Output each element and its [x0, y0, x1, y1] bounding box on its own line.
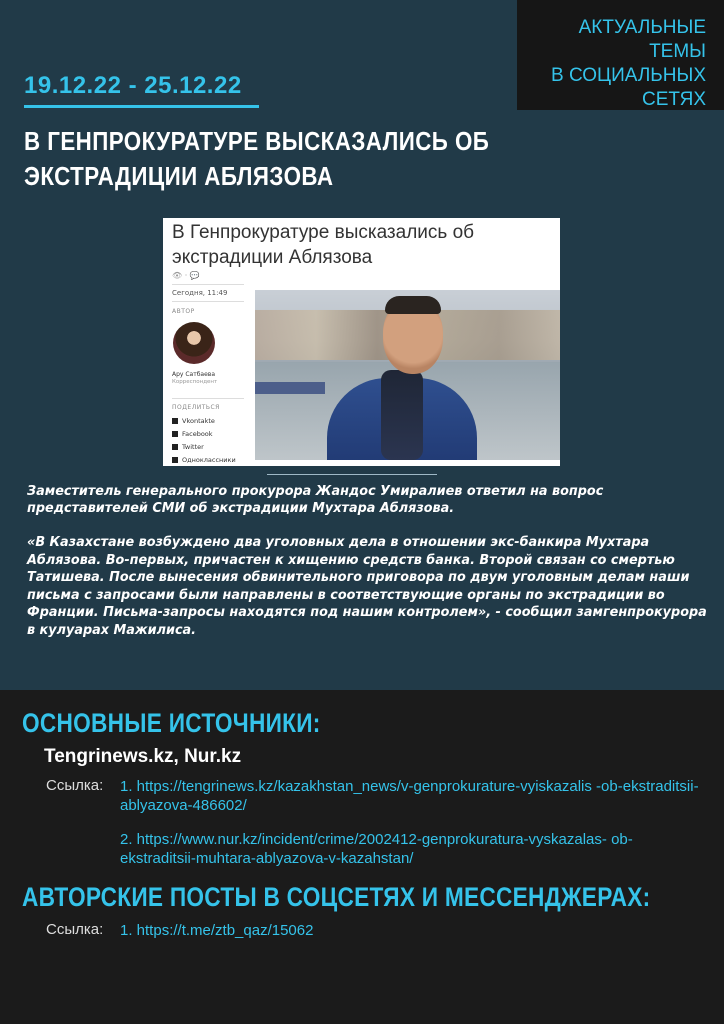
link-label: Ссылка:: [46, 921, 104, 938]
share-item-label: Vkontakte: [182, 417, 215, 425]
share-item-label: Одноклассники: [182, 456, 236, 464]
vk-icon: [172, 418, 178, 424]
divider: [172, 284, 244, 285]
divider: [172, 301, 244, 302]
author-label: АВТОР: [172, 308, 195, 315]
article-photo: [255, 290, 560, 460]
sources-heading: ОСНОВНЫЕ ИСТОЧНИКИ:: [22, 708, 321, 738]
share-twitter: [172, 443, 204, 451]
post-link-telegram[interactable]: 1. https://t.me/ztb_qaz/15062: [120, 922, 314, 939]
author-name: Ару Сатбаева: [172, 371, 216, 378]
article-date: Сегодня, 11:49: [172, 289, 228, 297]
badge-line: В СОЦИАЛЬНЫХ: [551, 65, 706, 86]
author-role: Корреспондент: [172, 379, 218, 385]
sources-outlets: Tengrinews.kz, Nur.kz: [44, 746, 242, 767]
share-vkontakte: [172, 417, 215, 425]
quote-paragraph: «В Казахстане возбуждено два уголовных дела в отношении экс-банкира Мухтара Аблязова. Во-первых, причастен к хищению средств банка. Второй связан со смертью Татишева. После вынесения обвинительного приговора по двум уголовным делам наши письма с запросами были направлены в соответствующие органы по экстрадиции во Франции. Письма-запросы находятся под нашим контролем», - сообщил замгенпрокурора в кулуарах Мажилиса.: [27, 535, 707, 638]
page-title: В ГЕНПРОКУРАТУРЕ ВЫСКАЗАЛИСЬ ОБ ЭКСТРАДИЦИИ АБЛЯЗОВА: [24, 126, 490, 191]
link-label: Ссылка:: [46, 777, 104, 794]
twitter-icon: [172, 444, 178, 450]
share-facebook: [172, 430, 213, 438]
topic-badge: [517, 0, 724, 110]
posts-heading: АВТОРСКИЕ ПОСТЫ В СОЦСЕТЯХ И МЕССЕНДЖЕРАХ:: [22, 882, 651, 912]
share-odnoklassniki: [172, 456, 236, 464]
separator-line: [267, 474, 437, 475]
date-underline: [24, 105, 259, 108]
facebook-icon: [172, 431, 178, 437]
article-screenshot: [163, 218, 560, 466]
share-item-label: Facebook: [182, 430, 213, 438]
badge-line: АКТУАЛЬНЫЕ ТЕМЫ: [578, 17, 706, 62]
date-range: 19.12.22 - 25.12.22: [24, 72, 242, 99]
source-link-tengrinews[interactable]: 1. https://tengrinews.kz/kazakhstan_news/v-genprokurature-vyiskazalis -ob-ekstraditsii-ablyazova-486602/: [120, 778, 699, 814]
avatar: [173, 322, 215, 364]
badge-line: СЕТЯХ: [642, 89, 706, 110]
share-label: ПОДЕЛИТЬСЯ: [172, 404, 220, 411]
article-title: В Генпрокуратуре высказались об экстрадиции Аблязова: [172, 222, 475, 268]
share-item-label: Twitter: [182, 443, 204, 451]
lead-paragraph: Заместитель генерального прокурора Жандос Умиралиев ответил на вопрос представителей СМИ об экстрадиции Мухтара Аблязова.: [27, 484, 604, 516]
photo-boat: [255, 382, 325, 394]
article-meta: 👁 · 💬: [172, 271, 200, 280]
photo-person-scarf: [381, 370, 423, 460]
source-link-nur[interactable]: 2. https://www.nur.kz/incident/crime/2002412-genprokuratura-vyskazalas- ob-ekstraditsii-muhtara-ablyazova-v-kazahstan/: [120, 831, 633, 867]
photo-person-hair: [385, 296, 441, 314]
divider: [172, 398, 244, 399]
odnoklassniki-icon: [172, 457, 178, 463]
